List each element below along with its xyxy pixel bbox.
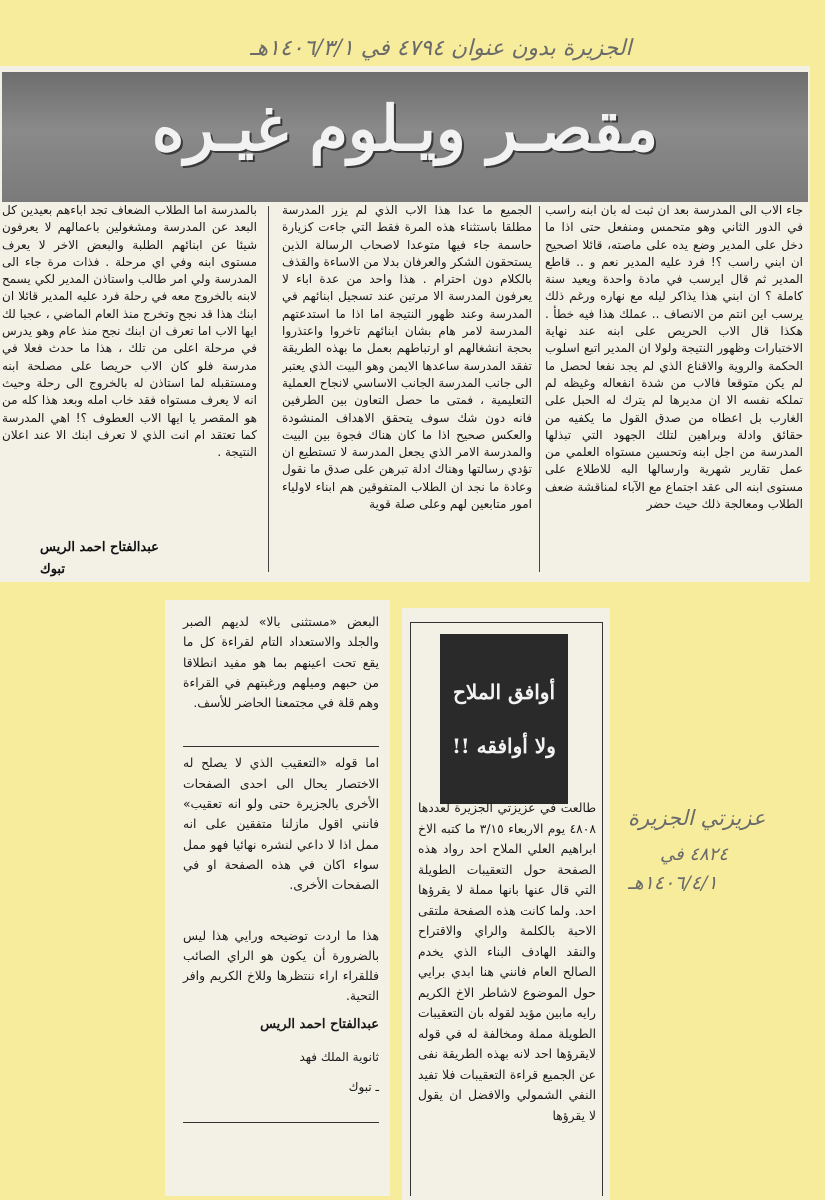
frame-border	[602, 622, 603, 1196]
column-text: الجميع ما عدا هذا الاب الذي لم يزر المدرسة مطلقا باستثناء هذه المرة فقط التي جاءت كزيارة حاسمة جاء فيها متوعدا لاصحاب الرسالة الذين يستحقون الشكر والعرفان بدلا من الاساءة والقذف بالكلام دون احترام . هذا واحد من عدة اباء لا يعرفون المدرسة الا مرتين عند تسجيل ابنائهم في المدرسة وعند ظهور النتيجة اما اذا ما استدعتهم المدرسة لامر هام بشان ابنائهم تاخروا واعتذروا بحجة انشغالهم او ارتباطهم بعمل ما بهذه الطريقة تفقد المدرسة ساعدها الايمن وهو البيت الذي يعتبر الى جانب المدرسة الجانب الاساسي لانجاح العملية التعليمية ، فمتى ما حصل التعاون بين الطرفين فانه دون شك سوف يتحقق الاهداف المنشودة والعكس صحيح اذا ما كان هناك فجوة بين البيت والمدرسة الامر الذي يجعل المدرسة لا تستطيع ان تؤدي رسالتها وهناك ادلة تبرهن على صدق ما نقول وعادة ما نجد ان الطلاب المتفوقين هم ابناء لاولياء امور متابعين لهم وعلى صلة قوية	[282, 203, 532, 512]
article-column-3	[2, 202, 257, 526]
article-clipping-right	[402, 608, 610, 1200]
article-body	[418, 798, 596, 1126]
author-signature: عبدالفتاح احمد الريس	[260, 1016, 379, 1032]
column-divider	[268, 206, 269, 572]
article-column-2	[282, 202, 532, 576]
column-text: بالمدرسة اما الطلاب الضعاف تجد اباءهم بعيدين كل البعد عن المدرسة ومشغولين باعمالهم لا يعرفون شيئا عن ابنائهم الطلبة والبعض الاخر لا يعرف مستوى ابنه وفي اي مرحلة . فذات مرة جاء الى المدرسة ولي امر طالب واستاذن المدير لكي يسمح لابنه بالخروج معه في رحلة فرد عليه المدير قائلا ان ابنك هذا قد نجح وتخرج منذ العام الماضي ، عجبا لك ايها الاب اما تعرف ان ابنك نجح منذ عام وهو يدرس في مرحلة اعلى من تلك ، هذا ما حدث فعلا في مدرسة فلو كان الاب حريصا على مصلحة ابنه ومستقبله لما استاذن له بالخروج الى رحلة وحيث انه لا يعرف مستواه فقد خاب امله وبعد هذا كله من هو المقصر يا ايها الاب العطوف ؟! اهي المدرسة كما تعتقد ام انت الذي لا تعرف ابنك الا عند اعلان النتيجة .	[2, 203, 257, 460]
article-continuation-clipping	[165, 600, 390, 1196]
section-divider	[183, 746, 379, 747]
handwritten-note-line-1: عزيزتي الجزيرة	[628, 806, 766, 830]
frame-border	[410, 622, 411, 1196]
continuation-body	[183, 612, 379, 1094]
paragraph: اما قوله «التعقيب الذي لا يصلح له الاختصار يحال الى احدى الصفحات الأخرى بالجزيرة حتى ولو انه تعقيب» فانني اقول مازلنا متفقين على انه ممل اذا لا داعي لنشره نهائيا فهو ممل سواء اكان في هذه الصفحة او في الصفحات الأخرى.	[183, 756, 379, 893]
headline-title: مقصـر ويـلوم غيـره	[151, 92, 659, 165]
handwritten-note-line-3: ١٤٠٦/٤/١هـ	[628, 872, 718, 894]
article-column-1	[545, 202, 803, 576]
author-location: تبوك	[40, 562, 65, 577]
headline-line-1: أوافق الملاح	[452, 680, 556, 704]
header-handwritten-note: الجزيرة بدون عنوان ٤٧٩٤ في ١٤٠٦/٣/١هـ	[250, 36, 632, 61]
handwritten-note-line-2: ٤٨٢٤ في	[660, 844, 729, 865]
author-signature: عبدالفتاح احمد الريس	[40, 540, 159, 555]
author-school: ثانوية الملك فهد	[299, 1049, 379, 1064]
paragraph: البعض «مستثنى بالا» لديهم الصبر والجلد والاستعداد التام لقراءة كل ما يقع تحت اعينهم بما هو مفيد انطلاقا من حبهم وميلهم ورغبتهم في القراءة وهم قلة في مجتمعنا الحاضر للأسف.	[183, 615, 379, 711]
column-text: جاء الاب الى المدرسة بعد ان ثبت له بان ابنه راسب في الدور الثاني وهو متحمس ومنفعل حتى اذا ما دخل على المدير وضع يده على ماصته، قائلا اصحيح ان ابني راسب ؟! فرد عليه المدير نعم و .. قاطع المدير ثم قال ايرسب في مادة واحدة ويعيد سنة كاملة ؟ ان ابني هذا يذاكر ليله مع نهاره ورغم ذلك يرسب اين انتم من الانصاف .. عملك هذا فيه خطأ . هكذا قال الاب الحريص على ابنه عند نهاية الاختبارات وظهور النتيجة ولولا ان المدير اتبع اسلوب الحكمة والروية والاقناع الذي لم يجد نفعا لحصل ما لم يكن متوقعا فالاب من شدة انفعاله وغيظه لم تملكه نفسه الا ان مديرها لم يترك له الحبل على الغارب بل اعطاه من صدق القول ما يكفيه من حقائق وادلة وبراهين لتلك الجهود التي تبذلها المدرسة من اجل ابنه وتحسين مستواه العلمي من عمل تقارير شهرية وارسالها اليه للاطلاع على مستوى ابنه الى عقد اجتماع مع الآباء لمناقشة ضعف الطلاب ومعالجة ذلك حيث حضر	[545, 203, 803, 512]
headline-line-2: ولا أوافقه !!	[452, 734, 556, 758]
column-divider	[539, 206, 540, 572]
frame-border	[410, 622, 602, 623]
paragraph: طالعت في عزيزتي الجزيرة لعددها ٤٨٠٨ يوم الاربعاء ٣/١٥ ما كتبه الاخ ابراهيم العلي الملاح احد رواد هذه الصفحة حول التعقيبات الطويلة التي قال عنها بانها مملة لا يقرؤها احد. ولما كانت هذه الصفحة ملتقى الاحبة بالكلمة والراي والاقتراح والنقد الهادف البناء الذي يخدم الصالح العام فانني هنا ابدي برايي حول الموضوع لاشاطر الاخ الكريم رايه مابين مؤيد لقوله بان التعقيبات الطويلة مملة ومخالفة له في قوله لايقرؤها احد لانه بهذه الطريقة نفى عن الجميع قراءة التعقيبات فلا تفيد النفي الشمولي والافضل ان يقول لا يقرؤها	[418, 801, 596, 1123]
author-location: ـ تبوك	[348, 1079, 379, 1094]
headline-banner	[2, 72, 808, 202]
section-divider	[183, 1122, 379, 1123]
article-clipping-top	[0, 66, 810, 582]
headline-box	[440, 634, 568, 804]
paragraph: هذا ما اردت توضيحه ورايي هذا ليس بالضرورة أن يكون هو الراي الصائب فللقراء اراء ننتظرها وللاخ الكريم وافر التحية.	[183, 928, 379, 1004]
